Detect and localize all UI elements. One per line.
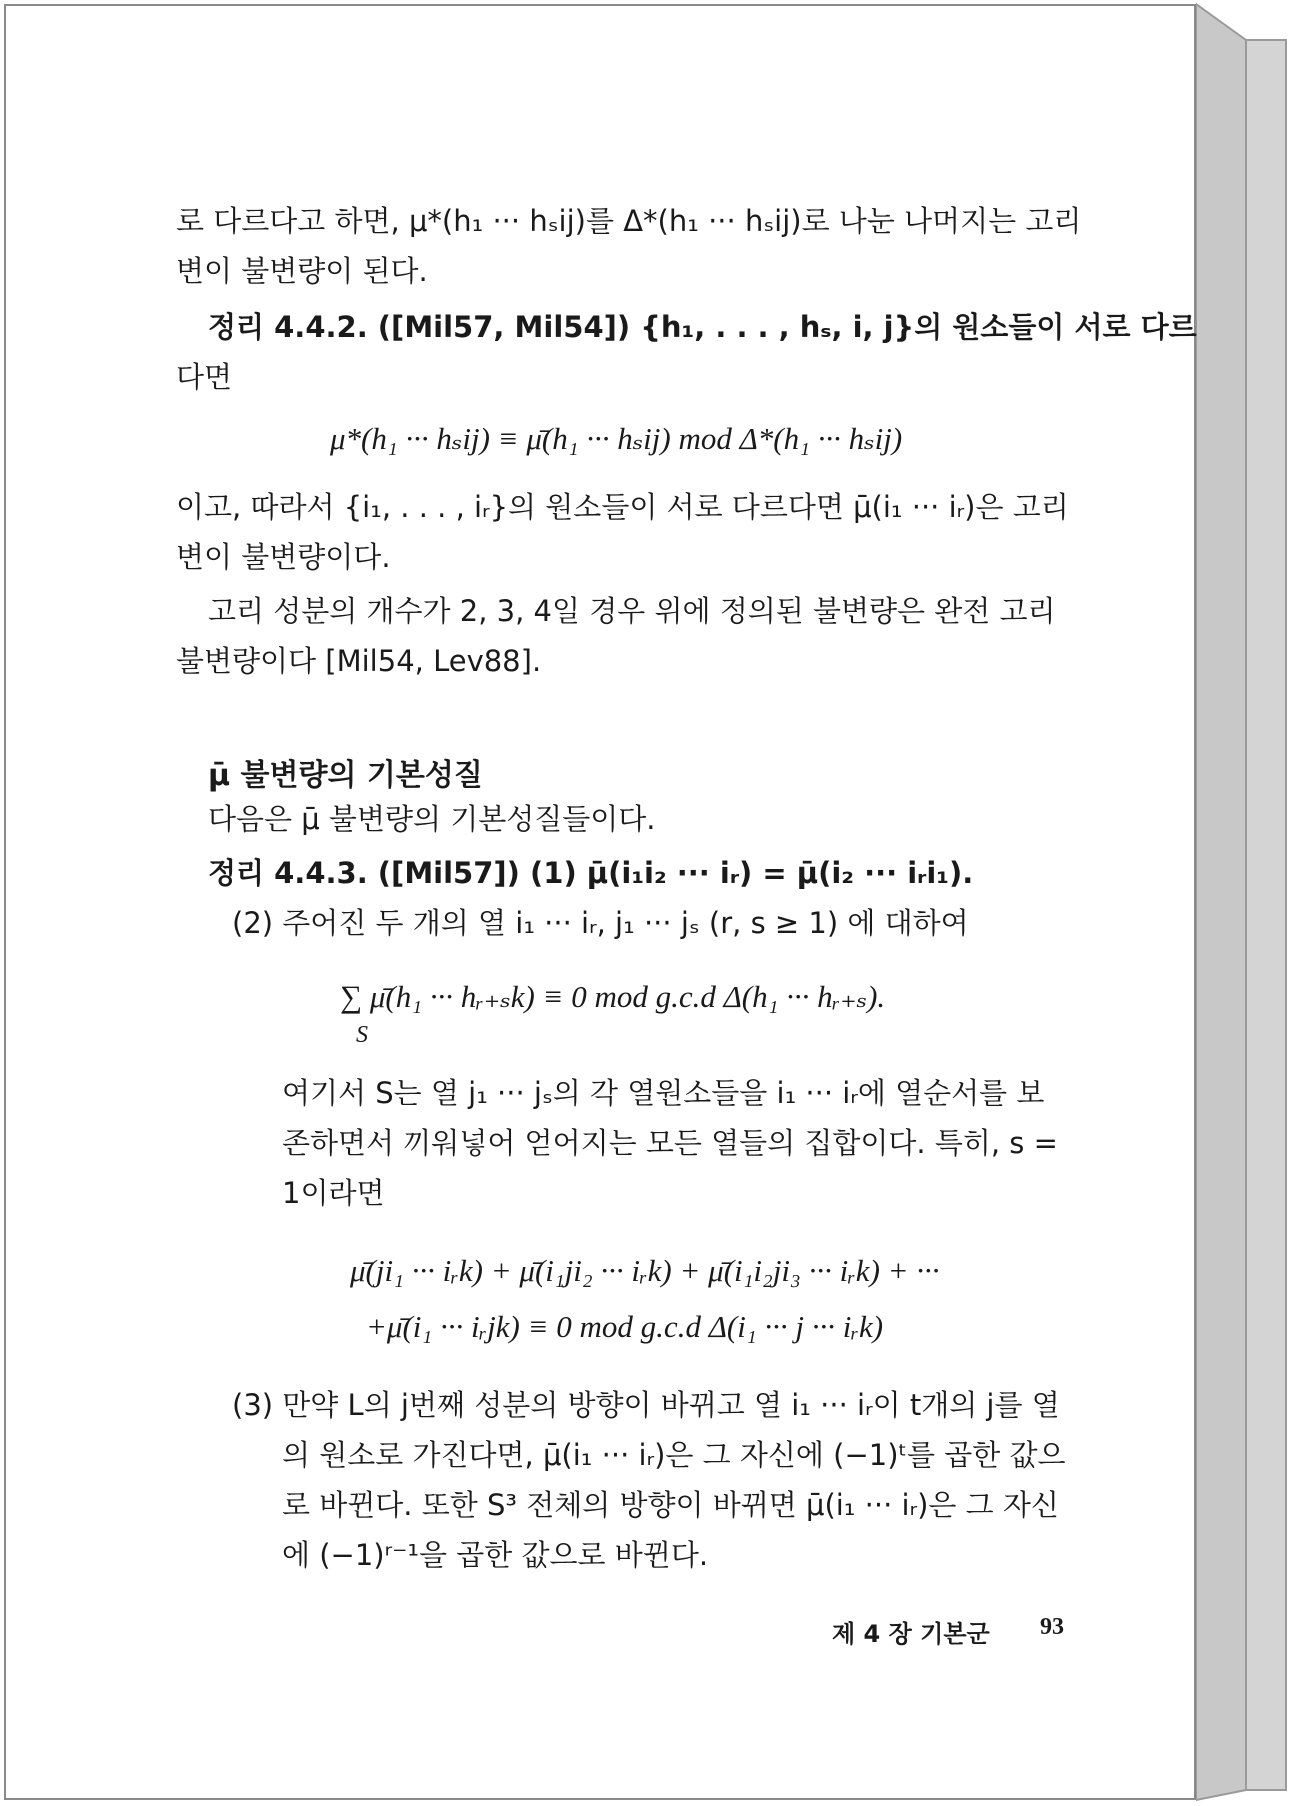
text-line: 로 다르다고 하면, μ*(h₁ ··· hₛij)를 Δ*(h₁ ··· hₛij)로 나눈 나머지는 고리 xyxy=(176,204,1082,238)
text-line: 고리 성분의 개수가 2, 3, 4일 경우 위에 정의된 불변량은 완전 고리 xyxy=(208,594,1056,628)
equation-subscript: S xyxy=(356,1022,368,1048)
equation: ∑ μ̄(h₁ ··· hᵣ₊ₛk) ≡ 0 mod g.c.d Δ(h₁ ··· hᵣ₊ₛ). xyxy=(340,979,886,1014)
book-edge xyxy=(1196,0,1290,1806)
text-line: 존하면서 끼워넣어 얻어지는 모든 열들의 집합이다. 특히, s = xyxy=(282,1126,1058,1160)
text-line: 여기서 S는 열 j₁ ··· jₛ의 각 열원소들을 i₁ ··· iᵣ에 열순서를 보 xyxy=(282,1076,1045,1110)
theorem-heading: 정리 4.4.2. ([Mil57, Mil54]) {h₁, . . . , hₛ, i, j}의 원소들이 서로 다르 xyxy=(208,310,1197,344)
text-line: 불변량이다 [Mil54, Lev88]. xyxy=(176,644,542,678)
text-line: 다면 xyxy=(176,360,233,394)
text-line: 로 바뀐다. 또한 S³ 전체의 방향이 바뀌면 μ̄(i₁ ··· iᵣ)은 그 자신 xyxy=(282,1488,1059,1522)
text-line: (3) 만약 L의 j번째 성분의 방향이 바뀌고 열 i₁ ··· iᵣ이 t개의 j를 열 xyxy=(232,1388,1060,1422)
equation: μ̄(ji₁ ··· iᵣk) + μ̄(i₁ji₂ ··· iᵣk) + μ̄(i₁i₂ji₃ ··· iᵣk) + ··· xyxy=(350,1253,940,1288)
text-line: 다음은 μ̄ 불변량의 기본성질들이다. xyxy=(208,802,656,836)
text-line: 에 (−1)ʳ⁻¹을 곱한 값으로 바뀐다. xyxy=(282,1538,709,1572)
text-line: 1이라면 xyxy=(282,1176,385,1210)
equation: μ*(h₁ ··· hₛij) ≡ μ̄(h₁ ··· hₛij) mod Δ*(h₁ ··· hₛij) xyxy=(330,421,903,456)
text-line: 변이 불변량이 된다. xyxy=(176,254,428,288)
text-line: 의 원소로 가진다면, μ̄(i₁ ··· iᵣ)은 그 자신에 (−1)ᵗ를 곱한 값으 xyxy=(282,1438,1066,1472)
text-line: 이고, 따라서 {i₁, . . . , iᵣ}의 원소들이 서로 다르다면 μ̄(i₁ ··· iᵣ)은 고리 xyxy=(176,490,1069,524)
text-line: 변이 불변량이다. xyxy=(176,540,391,574)
equation: +μ̄(i₁ ··· iᵣjk) ≡ 0 mod g.c.d Δ(i₁ ··· j ··· iᵣk) xyxy=(366,1309,884,1344)
theorem-heading: 정리 4.4.3. ([Mil57]) (1) μ̄(i₁i₂ ··· iᵣ) = μ̄(i₂ ··· iᵣi₁). xyxy=(208,856,974,890)
chapter-footer: 제 4 장 기본군 xyxy=(832,1620,990,1648)
text-line: (2) 주어진 두 개의 열 i₁ ··· iᵣ, j₁ ··· jₛ (r, s ≥ 1) 에 대하여 xyxy=(232,906,969,940)
page-number: 93 xyxy=(1040,1614,1064,1640)
section-title: μ̄ 불변량의 기본성질 xyxy=(208,758,483,793)
